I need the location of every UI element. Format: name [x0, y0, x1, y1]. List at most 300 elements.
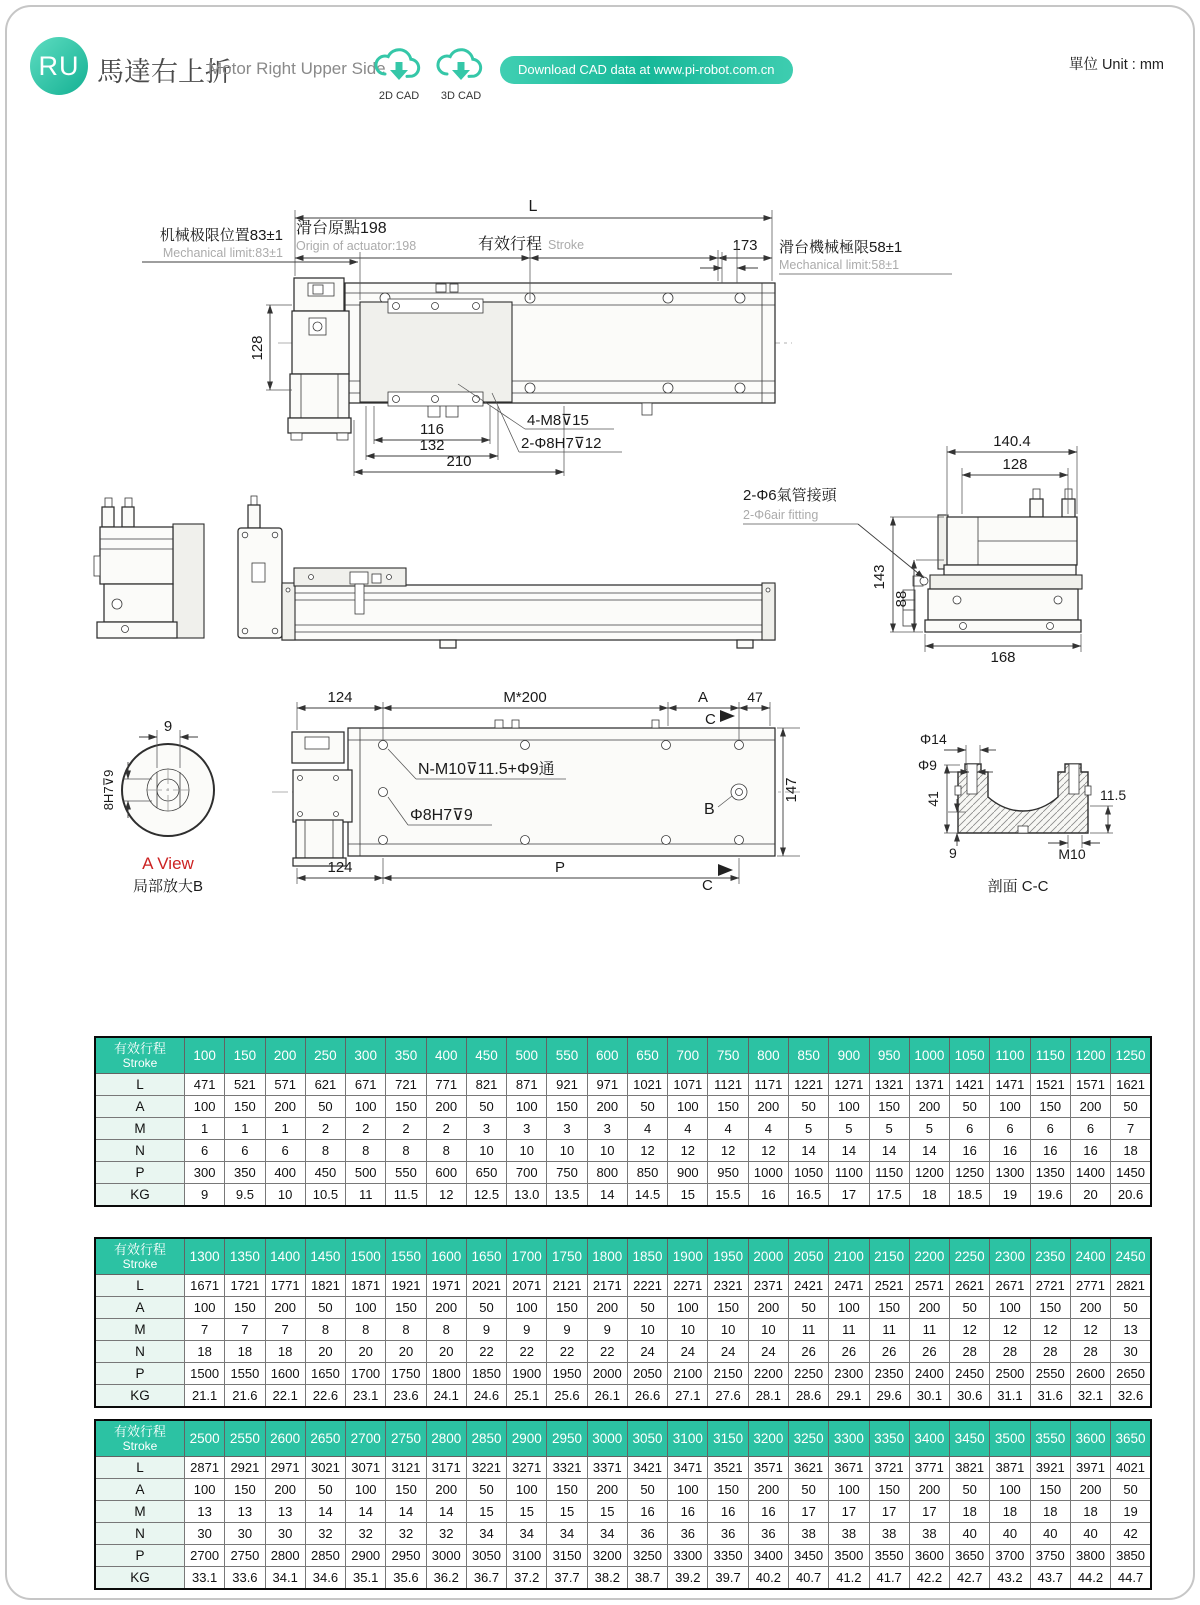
row-label: N	[95, 1523, 185, 1545]
spec-value-cell: 3971	[1070, 1457, 1110, 1479]
a-view-title: A View	[142, 854, 194, 873]
spec-value-cell: 12	[748, 1140, 788, 1162]
spec-value-cell: 14	[909, 1140, 949, 1162]
spec-value-cell: 15.5	[708, 1184, 748, 1207]
spec-value-cell: 19	[990, 1184, 1030, 1207]
spec-value-cell: 3021	[305, 1457, 345, 1479]
row-label: A	[95, 1479, 185, 1501]
spec-value-cell: 550	[386, 1162, 426, 1184]
spec-value-cell: 34.1	[265, 1567, 305, 1590]
spec-value-cell: 11	[788, 1319, 828, 1341]
brand-logo-mark	[252, 563, 265, 582]
spec-value-cell: 22	[507, 1341, 547, 1363]
stroke-table-2	[94, 1237, 1152, 1408]
spec-value-cell: 3450	[788, 1545, 828, 1567]
dim-173: 173	[732, 237, 758, 254]
spec-value-cell: 3600	[909, 1545, 949, 1567]
spec-value-cell: 200	[265, 1297, 305, 1319]
spec-value-cell: 200	[909, 1096, 949, 1118]
spec-value-cell: 150	[225, 1297, 265, 1319]
spec-value-cell: 1150	[869, 1162, 909, 1184]
spec-value-cell: 32	[426, 1523, 466, 1545]
stroke-value-header: 2300	[990, 1238, 1030, 1275]
spec-value-cell: 44.2	[1070, 1567, 1110, 1590]
spec-value-cell: 7	[185, 1319, 225, 1341]
stroke-value-header: 1700	[507, 1238, 547, 1275]
row-label: M	[95, 1319, 185, 1341]
row-label: P	[95, 1545, 185, 1567]
spec-value-cell: 24	[708, 1341, 748, 1363]
stroke-value-header: 2800	[426, 1420, 466, 1457]
spec-value-cell: 671	[346, 1074, 386, 1096]
stroke-value-header: 1050	[950, 1037, 990, 1074]
row-label: P	[95, 1363, 185, 1385]
spec-value-cell: 39.2	[668, 1567, 708, 1590]
spec-value-cell: 721	[386, 1074, 426, 1096]
spec-value-cell: 50	[788, 1479, 828, 1501]
cad-3d-download[interactable]	[432, 43, 490, 102]
spec-value-cell: 38.2	[587, 1567, 627, 1590]
spec-value-cell: 900	[668, 1162, 708, 1184]
spec-value-cell: 20	[305, 1341, 345, 1363]
spec-value-cell: 200	[265, 1096, 305, 1118]
spec-value-cell: 200	[587, 1479, 627, 1501]
spec-value-cell: 2150	[708, 1363, 748, 1385]
spec-value-cell: 2721	[1030, 1275, 1070, 1297]
stroke-value-header: 1350	[225, 1238, 265, 1275]
spec-value-cell: 1671	[185, 1275, 225, 1297]
spec-value-cell: 650	[466, 1162, 506, 1184]
stroke-value-header: 2050	[788, 1238, 828, 1275]
spec-value-cell: 22	[547, 1341, 587, 1363]
stroke-value-header: 1400	[265, 1238, 305, 1275]
table-row	[95, 1523, 1151, 1545]
spec-value-cell: 1950	[547, 1363, 587, 1385]
stroke-value-header: 2700	[346, 1420, 386, 1457]
stroke-value-header: 2000	[748, 1238, 788, 1275]
spec-value-cell: 50	[1111, 1479, 1151, 1501]
spec-value-cell: 32	[305, 1523, 345, 1545]
spec-value-cell: 24.1	[426, 1385, 466, 1408]
spec-value-cell: 4021	[1111, 1457, 1151, 1479]
stroke-table-3	[94, 1419, 1152, 1590]
top-plan-view	[142, 198, 952, 476]
dim-132: 132	[419, 437, 445, 454]
spec-value-cell: 571	[265, 1074, 305, 1096]
spec-value-cell: 11.5	[386, 1184, 426, 1207]
spec-value-cell: 33.6	[225, 1567, 265, 1590]
spec-value-cell: 20.6	[1111, 1184, 1151, 1207]
spec-value-cell: 2400	[909, 1363, 949, 1385]
table-row	[95, 1118, 1151, 1140]
spec-value-cell: 34.6	[305, 1567, 345, 1590]
spec-value-cell: 9.5	[225, 1184, 265, 1207]
stroke-value-header: 2350	[1030, 1238, 1070, 1275]
spec-value-cell: 700	[507, 1162, 547, 1184]
stroke-value-header: 2150	[869, 1238, 909, 1275]
spec-value-cell: 41.7	[869, 1567, 909, 1590]
spec-value-cell: 10.5	[305, 1184, 345, 1207]
spec-value-cell: 1571	[1070, 1074, 1110, 1096]
download-cad-button[interactable]: Download CAD data at www.pi-robot.com.cn	[500, 56, 793, 84]
spec-value-cell: 6	[1070, 1118, 1110, 1140]
spec-value-cell: 40	[1070, 1523, 1110, 1545]
spec-value-cell: 29.1	[829, 1385, 869, 1408]
spec-value-cell: 37.7	[547, 1567, 587, 1590]
spec-value-cell: 3750	[1030, 1545, 1070, 1567]
stroke-value-header: 1450	[305, 1238, 345, 1275]
spec-value-cell: 1	[185, 1118, 225, 1140]
stroke-value-header: 3000	[587, 1420, 627, 1457]
spec-value-cell: 38	[788, 1523, 828, 1545]
spec-value-cell: 8	[426, 1319, 466, 1341]
spec-value-cell: 3521	[708, 1457, 748, 1479]
spec-value-cell: 100	[507, 1479, 547, 1501]
spec-value-cell: 150	[386, 1297, 426, 1319]
spec-value-cell: 1021	[627, 1074, 667, 1096]
stroke-value-header: 850	[788, 1037, 828, 1074]
spec-value-cell: 3671	[829, 1457, 869, 1479]
spec-value-cell: 2271	[668, 1275, 708, 1297]
row-label: A	[95, 1096, 185, 1118]
spec-value-cell: 24.6	[466, 1385, 506, 1408]
spec-value-cell: 50	[305, 1096, 345, 1118]
spec-value-cell: 1921	[386, 1275, 426, 1297]
table-row	[95, 1319, 1151, 1341]
spec-value-cell: 1200	[909, 1162, 949, 1184]
spec-value-cell: 50	[466, 1297, 506, 1319]
stroke-value-header: 1550	[386, 1238, 426, 1275]
spec-value-cell: 21.1	[185, 1385, 225, 1408]
spec-value-cell: 1171	[748, 1074, 788, 1096]
spec-value-cell: 2750	[225, 1545, 265, 1567]
row-label: L	[95, 1074, 185, 1096]
stroke-value-header: 650	[627, 1037, 667, 1074]
spec-value-cell: 3471	[668, 1457, 708, 1479]
spec-value-cell: 26.1	[587, 1385, 627, 1408]
spec-value-cell: 14	[587, 1184, 627, 1207]
spec-value-cell: 6	[950, 1118, 990, 1140]
spec-value-cell: 2021	[466, 1275, 506, 1297]
stroke-value-header: 1750	[547, 1238, 587, 1275]
spec-value-cell: 36	[708, 1523, 748, 1545]
spec-value-cell: 50	[1111, 1096, 1151, 1118]
spec-value-cell: 5	[869, 1118, 909, 1140]
stroke-label-en: Stroke	[548, 238, 585, 252]
motor-end-view	[94, 498, 204, 638]
spec-value-cell: 24	[668, 1341, 708, 1363]
stroke-value-header: 1000	[909, 1037, 949, 1074]
spec-value-cell: 1100	[829, 1162, 869, 1184]
stroke-value-header: 3600	[1070, 1420, 1110, 1457]
spec-value-cell: 150	[708, 1479, 748, 1501]
spec-value-cell: 32.6	[1111, 1385, 1151, 1408]
spec-value-cell: 450	[305, 1162, 345, 1184]
motor-bottom-view	[292, 732, 352, 866]
spec-value-cell: 36	[668, 1523, 708, 1545]
spec-value-cell: 38	[829, 1523, 869, 1545]
spec-value-cell: 1450	[1111, 1162, 1151, 1184]
stroke-value-header: 800	[748, 1037, 788, 1074]
spec-value-cell: 50	[950, 1479, 990, 1501]
spec-value-cell: 50	[627, 1479, 667, 1501]
table-row	[95, 1385, 1151, 1408]
dim-116: 116	[420, 421, 444, 438]
spec-value-cell: 150	[1030, 1479, 1070, 1501]
spec-value-cell: 3221	[466, 1457, 506, 1479]
spec-value-cell: 24	[748, 1341, 788, 1363]
spec-value-cell: 25.6	[547, 1385, 587, 1408]
spec-value-cell: 24	[627, 1341, 667, 1363]
spec-value-cell: 44.7	[1111, 1567, 1151, 1590]
spec-value-cell: 11	[869, 1319, 909, 1341]
dim-128-top-view: 128	[249, 335, 266, 361]
spec-value-cell: 20	[1070, 1184, 1110, 1207]
table-row	[95, 1096, 1151, 1118]
cad-3d-label: 3D CAD	[440, 90, 482, 102]
spec-value-cell: 200	[426, 1297, 466, 1319]
spec-value-cell: 2600	[1070, 1363, 1110, 1385]
spec-value-cell: 18	[185, 1341, 225, 1363]
spec-value-cell: 12	[708, 1140, 748, 1162]
spec-value-cell: 100	[668, 1479, 708, 1501]
spec-value-cell: 13	[185, 1501, 225, 1523]
table-row	[95, 1184, 1151, 1207]
spec-value-cell: 10	[708, 1319, 748, 1341]
stroke-value-header: 150	[225, 1037, 265, 1074]
spec-value-cell: 200	[1070, 1297, 1110, 1319]
spec-value-cell: 3321	[547, 1457, 587, 1479]
spec-value-cell: 14.5	[627, 1184, 667, 1207]
spec-value-cell: 921	[547, 1074, 587, 1096]
spec-value-cell: 20	[386, 1341, 426, 1363]
spec-value-cell: 30	[185, 1523, 225, 1545]
spec-value-cell: 18	[1111, 1140, 1151, 1162]
cad-2d-download[interactable]	[370, 43, 428, 102]
spec-value-cell: 22.6	[305, 1385, 345, 1408]
spec-value-cell: 2871	[185, 1457, 225, 1479]
spec-value-cell: 6	[265, 1140, 305, 1162]
spec-value-cell: 8	[346, 1319, 386, 1341]
spec-value-cell: 2471	[829, 1275, 869, 1297]
spec-value-cell: 18	[1070, 1501, 1110, 1523]
spec-value-cell: 2	[305, 1118, 345, 1140]
spec-value-cell: 4	[748, 1118, 788, 1140]
spec-value-cell: 33.1	[185, 1567, 225, 1590]
spec-value-cell: 2500	[990, 1363, 1030, 1385]
spec-value-cell: 36	[748, 1523, 788, 1545]
spec-value-cell: 2621	[950, 1275, 990, 1297]
spec-value-cell: 100	[185, 1479, 225, 1501]
spec-value-cell: 3421	[627, 1457, 667, 1479]
spec-value-cell: 821	[466, 1074, 506, 1096]
spec-value-cell: 1071	[668, 1074, 708, 1096]
dim-88: 88	[893, 590, 910, 608]
spec-value-cell: 2100	[668, 1363, 708, 1385]
spec-value-cell: 100	[668, 1297, 708, 1319]
spec-value-cell: 2571	[909, 1275, 949, 1297]
spec-value-cell: 2550	[1030, 1363, 1070, 1385]
spec-value-cell: 10	[587, 1140, 627, 1162]
spec-value-cell: 28.6	[788, 1385, 828, 1408]
spec-value-cell: 21.6	[225, 1385, 265, 1408]
dim-phi14: Φ14	[920, 731, 947, 747]
stroke-value-header: 350	[386, 1037, 426, 1074]
stroke-table-1	[94, 1036, 1152, 1207]
bottom-plan-view	[272, 689, 800, 894]
spec-value-cell: 871	[507, 1074, 547, 1096]
stroke-value-header: 2550	[225, 1420, 265, 1457]
spec-value-cell: 1650	[305, 1363, 345, 1385]
spec-value-cell: 9	[466, 1319, 506, 1341]
dim-140-4: 140.4	[993, 433, 1031, 450]
spec-value-cell: 19.6	[1030, 1184, 1070, 1207]
spec-value-cell: 28	[1070, 1341, 1110, 1363]
spec-value-cell: 8	[346, 1140, 386, 1162]
stroke-value-header: 400	[426, 1037, 466, 1074]
spec-value-cell: 35.1	[346, 1567, 386, 1590]
spec-value-cell: 18	[990, 1501, 1030, 1523]
spec-value-cell: 34	[587, 1523, 627, 1545]
stroke-value-header: 550	[547, 1037, 587, 1074]
spec-value-cell: 13.5	[547, 1184, 587, 1207]
spec-value-cell: 29.6	[869, 1385, 909, 1408]
spec-value-cell: 16	[990, 1140, 1030, 1162]
stroke-value-header: 1150	[1030, 1037, 1070, 1074]
section-title: 剖面 C-C	[987, 878, 1049, 895]
spec-value-cell: 50	[305, 1479, 345, 1501]
spec-value-cell: 2921	[225, 1457, 265, 1479]
spec-value-cell: 971	[587, 1074, 627, 1096]
origin-label-zh: 滑台原點198	[296, 220, 387, 237]
spec-value-cell: 3550	[869, 1545, 909, 1567]
spec-value-cell: 4	[627, 1118, 667, 1140]
spec-value-cell: 43.2	[990, 1567, 1030, 1590]
spec-value-cell: 1771	[265, 1275, 305, 1297]
spec-value-cell: 3171	[426, 1457, 466, 1479]
spec-value-cell: 17	[829, 1184, 869, 1207]
spec-value-cell: 27.6	[708, 1385, 748, 1408]
section-c-label-top: C	[705, 711, 716, 728]
spec-value-cell: 14	[305, 1501, 345, 1523]
spec-value-cell: 3	[466, 1118, 506, 1140]
row-label: P	[95, 1162, 185, 1184]
spec-value-cell: 3650	[950, 1545, 990, 1567]
stroke-value-header: 2850	[466, 1420, 506, 1457]
spec-value-cell: 16	[748, 1501, 788, 1523]
spec-value-cell: 3771	[909, 1457, 949, 1479]
spec-value-cell: 850	[627, 1162, 667, 1184]
spec-value-cell: 50	[305, 1297, 345, 1319]
dim-phi9: Φ9	[918, 757, 937, 773]
spec-value-cell: 17.5	[869, 1184, 909, 1207]
spec-value-cell: 32.1	[1070, 1385, 1110, 1408]
table-row	[95, 1297, 1151, 1319]
stroke-value-header: 200	[265, 1037, 305, 1074]
spec-value-cell: 14	[829, 1140, 869, 1162]
spec-value-cell: 30.1	[909, 1385, 949, 1408]
stroke-value-header: 3150	[708, 1420, 748, 1457]
spec-value-cell: 35.6	[386, 1567, 426, 1590]
spec-value-cell: 15	[668, 1184, 708, 1207]
spec-value-cell: 200	[909, 1297, 949, 1319]
spec-value-cell: 11	[909, 1319, 949, 1341]
spec-value-cell: 22.1	[265, 1385, 305, 1408]
stroke-value-header: 3350	[869, 1420, 909, 1457]
spec-value-cell: 150	[386, 1479, 426, 1501]
stroke-value-header: 1650	[466, 1238, 506, 1275]
stroke-value-header: 300	[346, 1037, 386, 1074]
spec-value-cell: 200	[748, 1479, 788, 1501]
spec-value-cell: 17	[788, 1501, 828, 1523]
dim-m10: M10	[1058, 846, 1086, 862]
spec-value-cell: 40	[1030, 1523, 1070, 1545]
spec-value-cell: 3350	[708, 1545, 748, 1567]
spec-value-cell: 9	[185, 1184, 225, 1207]
spec-value-cell: 9	[587, 1319, 627, 1341]
a-view-detail	[101, 718, 214, 895]
stroke-value-header: 2100	[829, 1238, 869, 1275]
spec-value-cell: 200	[426, 1096, 466, 1118]
spec-value-cell: 11	[346, 1184, 386, 1207]
spec-value-cell: 2050	[627, 1363, 667, 1385]
spec-value-cell: 7	[225, 1319, 265, 1341]
stroke-header-cell	[95, 1037, 185, 1074]
spec-value-cell: 8	[305, 1140, 345, 1162]
spec-value-cell: 14	[386, 1501, 426, 1523]
spec-value-cell: 3821	[950, 1457, 990, 1479]
stroke-label-zh: 有效行程	[478, 236, 543, 253]
spec-value-cell: 1	[265, 1118, 305, 1140]
spec-value-cell: 3800	[1070, 1545, 1110, 1567]
spec-value-cell: 8	[386, 1140, 426, 1162]
spec-value-cell: 2171	[587, 1275, 627, 1297]
spec-value-cell: 13	[265, 1501, 305, 1523]
spec-value-cell: 50	[1111, 1297, 1151, 1319]
stroke-header-cell	[95, 1238, 185, 1275]
table-row	[95, 1363, 1151, 1385]
stroke-value-header: 100	[185, 1037, 225, 1074]
spec-value-cell: 10	[507, 1140, 547, 1162]
spec-value-cell: 3	[587, 1118, 627, 1140]
spec-value-cell: 25.1	[507, 1385, 547, 1408]
spec-value-cell: 36	[627, 1523, 667, 1545]
stroke-value-header: 2400	[1070, 1238, 1110, 1275]
spec-value-cell: 1121	[708, 1074, 748, 1096]
spec-value-cell: 1300	[990, 1162, 1030, 1184]
spec-value-cell: 23.6	[386, 1385, 426, 1408]
spec-value-cell: 3	[507, 1118, 547, 1140]
spec-value-cell: 8	[426, 1140, 466, 1162]
spec-value-cell: 2900	[346, 1545, 386, 1567]
spec-value-cell: 100	[346, 1096, 386, 1118]
spec-value-cell: 4	[668, 1118, 708, 1140]
stroke-value-header: 3650	[1111, 1420, 1151, 1457]
spec-value-cell: 150	[708, 1096, 748, 1118]
stroke-value-header: 1900	[668, 1238, 708, 1275]
spec-value-cell: 200	[748, 1297, 788, 1319]
spec-value-cell: 150	[1030, 1297, 1070, 1319]
spec-value-cell: 3100	[507, 1545, 547, 1567]
stroke-value-header: 3500	[990, 1420, 1030, 1457]
stroke-value-header: 1100	[990, 1037, 1030, 1074]
spec-value-cell: 1721	[225, 1275, 265, 1297]
spec-value-cell: 28	[950, 1341, 990, 1363]
spec-value-cell: 6	[225, 1140, 265, 1162]
stroke-value-header: 2900	[507, 1420, 547, 1457]
spec-value-cell: 1471	[990, 1074, 1030, 1096]
mech-limit-right-zh: 滑台機械極限58±1	[779, 239, 903, 256]
